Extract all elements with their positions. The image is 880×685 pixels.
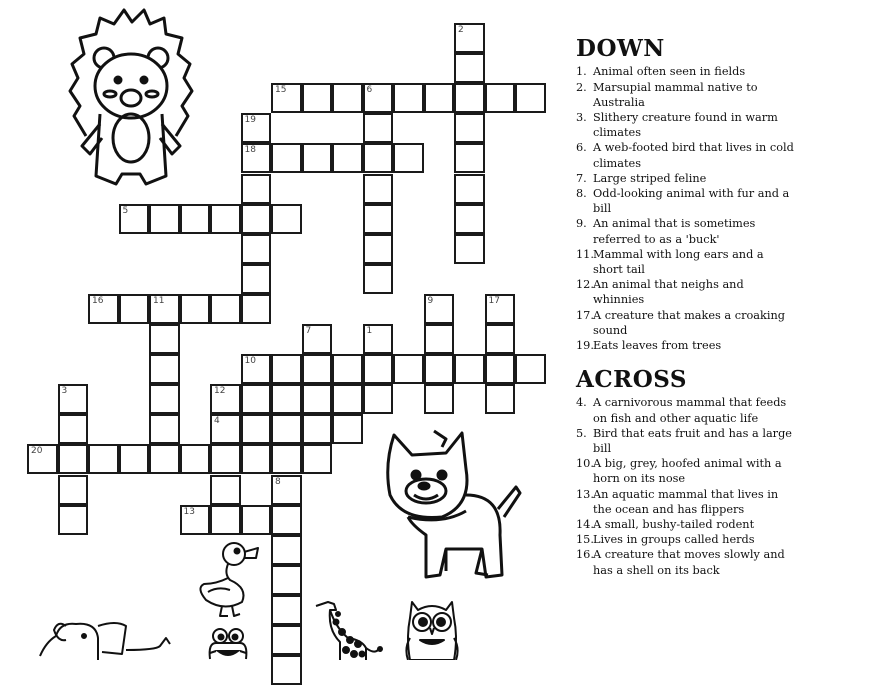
crossword-cell[interactable]: [271, 565, 302, 595]
crossword-cell-16[interactable]: [88, 294, 119, 324]
crossword-cell[interactable]: [393, 143, 424, 173]
crossword-cell-13[interactable]: [180, 505, 211, 535]
crossword-cell-19[interactable]: [241, 113, 272, 143]
across-clue: [576, 487, 876, 517]
crossword-cell[interactable]: [363, 384, 394, 414]
crossword-cell[interactable]: [88, 444, 119, 474]
crossword-cell[interactable]: [149, 444, 180, 474]
frog-icon: [206, 627, 250, 660]
clue-number: 6.: [576, 141, 587, 155]
crossword-cell[interactable]: [119, 294, 150, 324]
down-clue: [576, 277, 876, 307]
crossword-cell[interactable]: [58, 475, 89, 505]
crossword-cell[interactable]: [454, 83, 485, 113]
frog-illustration: [206, 627, 250, 660]
crossword-cell[interactable]: [302, 83, 333, 113]
crossword-cell[interactable]: [424, 83, 455, 113]
crossword-cell[interactable]: [271, 444, 302, 474]
crossword-cell[interactable]: [515, 354, 546, 384]
across-clue: [576, 395, 876, 425]
clue-text: Mammal with long ears and a short tail: [593, 247, 764, 276]
crossword-cell[interactable]: [271, 595, 302, 625]
crossword-cell[interactable]: [332, 354, 363, 384]
clue-number: 5: [122, 205, 129, 216]
clue-number: 9.: [576, 217, 587, 231]
clue-number: 10: [244, 356, 256, 367]
clue-number: 1.: [576, 65, 587, 79]
clue-number: 8.: [576, 186, 587, 200]
clue-text: Bird that eats fruit and has a large bill: [593, 426, 792, 456]
dog-icon: [382, 425, 527, 585]
clue-text: A creature that moves slowly and has a shell on its back: [593, 548, 785, 577]
crossword-cell[interactable]: [363, 264, 394, 294]
down-clue: [576, 80, 876, 110]
crossword-cell[interactable]: [393, 83, 424, 113]
clue-number: 19.: [576, 338, 594, 352]
clue-number: 17: [488, 295, 500, 306]
clue-number: 13.: [576, 487, 594, 501]
crossword-cell[interactable]: [454, 204, 485, 234]
crossword-cell[interactable]: [332, 143, 363, 173]
crossword-cell[interactable]: [271, 354, 302, 384]
clue-text: Large striped feline: [593, 171, 707, 185]
crossword-cell[interactable]: [58, 444, 89, 474]
crossword-cell[interactable]: [241, 294, 272, 324]
down-clue: [576, 338, 876, 353]
crossword-cell[interactable]: [424, 354, 455, 384]
crossword-cell[interactable]: [454, 143, 485, 173]
across-clue: [576, 532, 876, 547]
hedgehog-illustration: [66, 6, 196, 196]
crossword-cell-9[interactable]: [424, 294, 455, 324]
clue-number: 3.: [576, 110, 587, 124]
crossword-cell[interactable]: [454, 113, 485, 143]
crossword-cell[interactable]: [302, 444, 333, 474]
crossword-cell[interactable]: [271, 384, 302, 414]
clue-number: 4: [214, 416, 220, 427]
down-clue: [576, 216, 876, 246]
crossword-cell[interactable]: [485, 354, 516, 384]
clue-number: 15.: [576, 533, 594, 547]
down-clue: [576, 186, 876, 216]
crossword-cell[interactable]: [271, 535, 302, 565]
crossword-cell[interactable]: [149, 414, 180, 444]
clue-text: Marsupial mammal native to Australia: [593, 80, 758, 109]
crossword-cell[interactable]: [210, 475, 241, 505]
crossword-cell[interactable]: [119, 444, 150, 474]
elephant-icon: [36, 620, 176, 660]
crossword-cell[interactable]: [241, 505, 272, 535]
crossword-cell[interactable]: [302, 143, 333, 173]
clue-text: Odd-looking animal with fur and a bill: [593, 186, 790, 216]
across-heading: ACROSS: [576, 366, 688, 394]
down-clue: [576, 110, 876, 140]
crossword-cell-7[interactable]: [302, 324, 333, 354]
crossword-cell[interactable]: [149, 324, 180, 354]
crossword-cell[interactable]: [363, 113, 394, 143]
crossword-cell[interactable]: [241, 264, 272, 294]
giraffe-icon: [314, 598, 384, 660]
crossword-cell[interactable]: [180, 294, 211, 324]
crossword-cell[interactable]: [363, 204, 394, 234]
crossword-cell-11[interactable]: [149, 294, 180, 324]
crossword-cell-10[interactable]: [241, 354, 272, 384]
crossword-cell[interactable]: [363, 143, 394, 173]
crossword-cell[interactable]: [241, 444, 272, 474]
crossword-cell[interactable]: [302, 414, 333, 444]
crossword-cell[interactable]: [241, 234, 272, 264]
clue-text: A big, grey, hoofed animal with a horn on its nose: [593, 457, 782, 486]
crossword-cell[interactable]: [454, 354, 485, 384]
clue-number: 12: [214, 386, 226, 397]
dog-illustration: [382, 425, 527, 585]
crossword-cell[interactable]: [271, 625, 302, 655]
down-clue: [576, 308, 876, 338]
crossword-cell[interactable]: [332, 384, 363, 414]
crossword-cell[interactable]: [393, 354, 424, 384]
clue-number: 16: [92, 295, 104, 306]
down-heading: DOWN: [576, 35, 665, 62]
crossword-cell-15[interactable]: [271, 83, 302, 113]
crossword-cell-5[interactable]: [119, 204, 150, 234]
clue-number: 15: [275, 85, 287, 96]
clue-number: 3: [61, 386, 68, 397]
clue-text: A creature that makes a croaking sound: [593, 308, 785, 337]
crossword-cell[interactable]: [454, 234, 485, 264]
crossword-cell-17[interactable]: [485, 294, 516, 324]
clue-text: An aquatic mammal that lives in the ocean and has flippers: [593, 487, 779, 516]
clue-number: 16.: [576, 548, 594, 562]
crossword-cell[interactable]: [210, 444, 241, 474]
clue-number: 8: [275, 476, 281, 487]
hedgehog-icon: [66, 6, 196, 196]
crossword-cell[interactable]: [454, 174, 485, 204]
crossword-cell[interactable]: [363, 174, 394, 204]
crossword-cell-8[interactable]: [271, 475, 302, 505]
across-clue-list: [576, 395, 876, 577]
crossword-cell[interactable]: [271, 414, 302, 444]
crossword-cell[interactable]: [515, 83, 546, 113]
down-clue: [576, 140, 876, 170]
crossword-cell-4[interactable]: [210, 414, 241, 444]
crossword-cell[interactable]: [485, 83, 516, 113]
clue-number: 1: [366, 326, 373, 336]
crossword-cell[interactable]: [58, 505, 89, 535]
crossword-cell[interactable]: [241, 204, 272, 234]
crossword-cell[interactable]: [332, 414, 363, 444]
crossword-cell[interactable]: [454, 53, 485, 83]
down-clue: [576, 171, 876, 186]
clue-number: 13: [183, 506, 195, 517]
clue-number: 20: [31, 446, 43, 457]
crossword-cell-12[interactable]: [210, 384, 241, 414]
clue-number: 6: [366, 85, 373, 96]
clue-number: 9: [427, 295, 434, 306]
crossword-cell[interactable]: [424, 324, 455, 354]
crossword-cell[interactable]: [332, 83, 363, 113]
across-clue: [576, 426, 876, 456]
crossword-cell-2[interactable]: [454, 23, 485, 53]
down-clue: [576, 64, 876, 79]
crossword-cell-6[interactable]: [363, 83, 394, 113]
clue-number: 7.: [576, 171, 587, 185]
clue-number: 19: [244, 115, 256, 126]
crossword-cell[interactable]: [485, 324, 516, 354]
crossword-cell[interactable]: [210, 204, 241, 234]
crossword-cell[interactable]: [485, 384, 516, 414]
clue-text: Lives in groups called herds: [593, 533, 755, 547]
crossword-cell[interactable]: [302, 354, 333, 384]
clue-text: A small, bushy-tailed rodent: [593, 518, 755, 532]
crossword-cell[interactable]: [363, 354, 394, 384]
giraffe-illustration: [314, 598, 384, 660]
across-clue: [576, 547, 876, 577]
crossword-cell[interactable]: [210, 505, 241, 535]
clue-number: 11: [153, 295, 165, 306]
crossword-cell-18[interactable]: [241, 143, 272, 173]
crossword-cell[interactable]: [210, 294, 241, 324]
crossword-cell[interactable]: [241, 174, 272, 204]
clue-text: Slithery creature found in warm climates: [593, 110, 778, 140]
down-clue: [576, 247, 876, 277]
clue-number: 7: [305, 326, 312, 336]
crossword-cell[interactable]: [363, 234, 394, 264]
crossword-cell[interactable]: [58, 414, 89, 444]
clue-number: 17.: [576, 308, 594, 322]
clue-number: 5.: [576, 426, 587, 440]
clues-panel: [576, 36, 876, 578]
crossword-cell[interactable]: [271, 204, 302, 234]
clue-number: 2.: [576, 80, 587, 94]
crossword-cell[interactable]: [241, 414, 272, 444]
crossword-cell[interactable]: [241, 384, 272, 414]
crossword-cell[interactable]: [271, 505, 302, 535]
clue-text: A carnivorous mammal that feeds on fish and other aquatic life: [593, 396, 787, 425]
clue-number: 14.: [576, 518, 594, 532]
crossword-cell-20[interactable]: [27, 444, 58, 474]
clue-number: 10.: [576, 457, 594, 471]
crossword-cell[interactable]: [149, 204, 180, 234]
clue-number: 11.: [576, 247, 594, 261]
elephant-illustration: [36, 620, 176, 660]
crossword-cell[interactable]: [302, 384, 333, 414]
clue-text: A web-footed bird that lives in cold climates: [593, 141, 794, 170]
clue-text: Animal often seen in fields: [593, 65, 746, 79]
clue-text: An animal that is sometimes referred to as a 'buck': [593, 217, 756, 246]
crossword-cell[interactable]: [424, 384, 455, 414]
clue-number: 4.: [576, 396, 587, 410]
crossword-cell[interactable]: [271, 143, 302, 173]
across-clue: [576, 456, 876, 486]
owl-illustration: [404, 598, 460, 660]
down-clue-list: [576, 64, 876, 353]
duck-illustration: [194, 538, 260, 620]
clue-number: 18: [244, 145, 256, 156]
clue-number: 2: [458, 25, 464, 35]
across-clue: [576, 517, 876, 532]
clue-text: An animal that neighs and whinnies: [593, 278, 744, 307]
crossword-cell[interactable]: [180, 444, 211, 474]
clue-text: Eats leaves from trees: [593, 338, 722, 352]
crossword-cell[interactable]: [149, 384, 180, 414]
duck-icon: [194, 538, 260, 620]
crossword-cell-3[interactable]: [58, 384, 89, 414]
clue-number: 12.: [576, 278, 594, 292]
crossword-cell[interactable]: [180, 204, 211, 234]
crossword-cell[interactable]: [149, 354, 180, 384]
crossword-cell-1[interactable]: [363, 324, 394, 354]
owl-icon: [404, 598, 460, 660]
